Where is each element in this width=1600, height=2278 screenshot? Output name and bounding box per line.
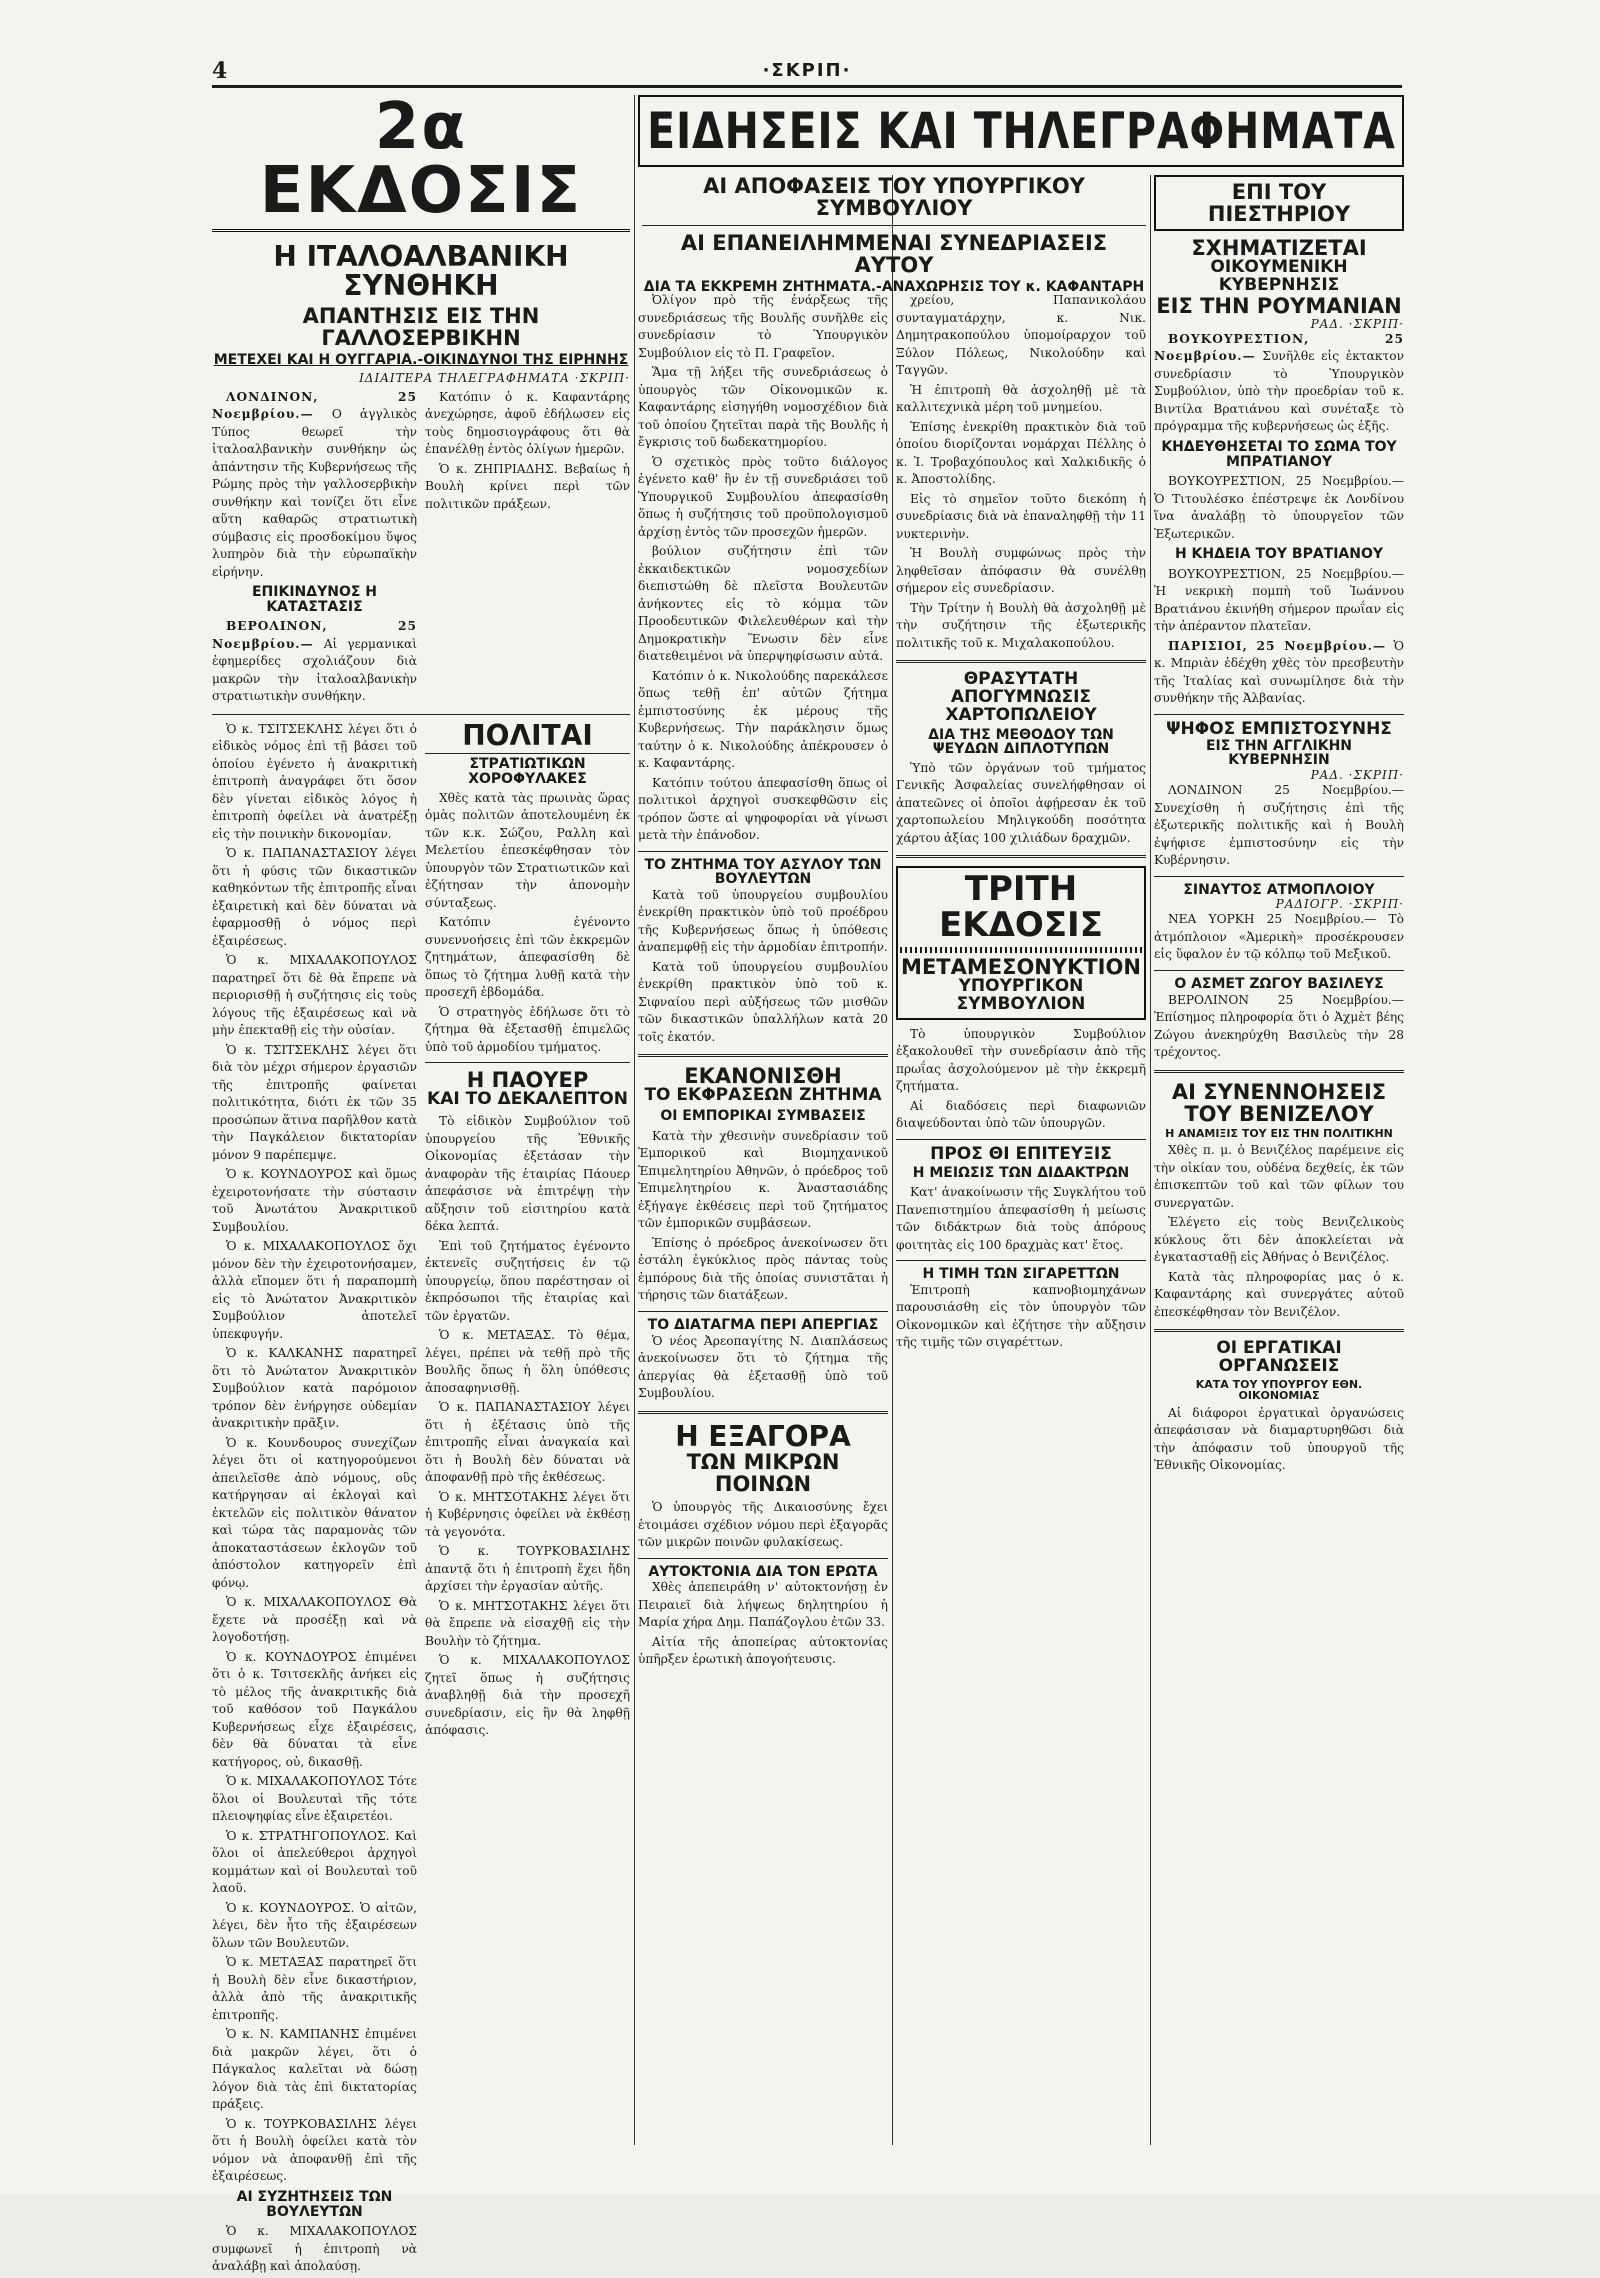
paragraph: Κατ' ἀνακοίνωσιν τῆς Συγκλήτου τοῦ Πανεπιστημίου ἀπεφασίσθη ἡ μείωσις τῶν διδάκτρων διὰ τοὺς ἀπόρους φοιτητὰς εἰς 100 δραχμὰς κατ' ἔτος. <box>896 1185 1146 1252</box>
third-edition-box <box>896 866 1146 1019</box>
section-heading: ΘΡΑΣΥΤΑΤΗ ΑΠΟΓΥΜΝΩΣΙΣ ΧΑΡΤΟΠΩΛΕΙΟΥ <box>945 669 1097 725</box>
source-line: ΡΑΔ. ·ΣΚΡΙΠ· <box>1310 316 1404 331</box>
paragraph: ΒΕΡΟΛΙΝΟΝ 25 Νοεμβρίου.— Ἐπίσημος πληροφορία ὅτι ὁ Ἀχμὲτ βέης Ζώγου ἀνεκηρύχθη Βασιλεὺς τὴν 28 τρέχοντος. <box>1154 992 1404 1060</box>
paragraph: Ὁ κ. ΜΙΧΑΛΑΚΟΠΟΥΛΟΣ παρατηρεῖ ὅτι δὲ θὰ ἔπρεπε νὰ περιορισθῇ ἡ συζήτησις εἰς τοὺς λόγους τῆς ἐξαιρέσεως καὶ νὰ μὴν ἐπεκταθῇ εἰς τὴν οὐσίαν. <box>212 953 417 1038</box>
paragraph: Ἐπίσης ἐνεκρίθη πρακτικὸν διὰ τοῦ ὁποίου διορίζονται νομάρχαι Πέλλης ὁ κ. Ἰ. Τροβαχόπουλος καὶ Χαλκιδικῆς ὁ κ. Ἀποστολίδης. <box>896 419 1146 486</box>
section-heading: ΑΙ ΣΥΖΗΤΗΣΕΙΣ ΤΩΝ ΒΟΥΛΕΥΤΩΝ <box>236 2188 393 2220</box>
divider <box>896 660 1146 663</box>
paragraph: Ἐπὶ τοῦ ζητήματος ἐγένοντο ἐκτενεῖς συζητήσεις ἐν τῷ ὑπουργείῳ, ὅπου παρέστησαν οἱ ἐκπρόσωποι τῆς ἑταιρίας καὶ τῶν ἐργατῶν. <box>425 1238 630 1323</box>
section-heading: Η ΤΙΜΗ ΤΩΝ ΣΙΓΑΡΕΤΤΩΝ <box>922 1266 1120 1283</box>
paragraph: Χθὲς π. μ. ὁ Βενιζέλος παρέμεινε εἰς τὴν οἰκίαν του, οὐδένα δεχθείς, ἐκ τῶν ἐπισκεπτῶν τοῦ καὶ τῶν φίλων του συνεργατῶν. <box>1154 1143 1404 1210</box>
section-heading: ΑΙ ΣΥΝΕΝΝΟΗΣΕΙΣ <box>1171 1079 1387 1104</box>
paragraph: Ὁ κ. ΖΗΠΡΙΑΔΗΣ. Βεβαίως ἡ Βουλὴ κρίνει περὶ τῶν πολιτικῶν πράξεων. <box>425 461 630 511</box>
paragraph: Ὁ στρατηγὸς ἐδήλωσε ὅτι τὸ ζήτημα θὰ ἐξετασθῇ ἐπιμελῶς ὑπὸ τοῦ ἁρμοδίου τμήματος. <box>425 1004 630 1054</box>
paragraph: Κατὰ τὰς πληροφορίας μας ὁ κ. Καφαντάρης καὶ συνεργάτες αὐτοῦ ἐπεσκέφθησαν τὸν Βενιζέλον. <box>1154 1269 1404 1319</box>
paragraph: Κατόπιν ὁ κ. Καφαντάρης ἀνεχώρησε, ἀφοῦ ἐδήλωσεν εἰς τοὺς δημοσιογράφους ὅτι θὰ ἐπανέλθῃ ἐντὸς ὀλίγων ἡμερῶν. <box>425 389 630 457</box>
masthead <box>212 58 1402 88</box>
headline: Η ΙΤΑΛΟΑΛΒΑΝΙΚΗ ΣΥΝΘΗΚΗ <box>273 240 569 303</box>
paragraph: Ὁ κ. Ν. ΚΑΜΠΑΝΗΣ ἐπιμένει διὰ μακρῶν λέγει, ὅτι ὁ Πάγκαλος καλεῖται νὰ δώσῃ λόγον διὰ τὰς ἐπὶ δικτατορίας πράξεις. <box>212 2027 417 2112</box>
paragraph: Κατὰ τοῦ ὑπουργείου συμβουλίου ἐνεκρίθη πρακτικὸν ὑπὸ τοῦ κ. Σιφναίου περὶ αὐξήσεως τῶν μισθῶν τῶν δικαστικῶν ὑπαλλήλων κατὰ 20 τοῖς ἑκατόν. <box>638 959 888 1044</box>
section-heading: ΤΟ ΔΙΑΤΑΓΜΑ ΠΕΡΙ ΑΠΕΡΓΙΑΣ <box>647 1316 879 1333</box>
subheadline: ΜΕΤΕΧΕΙ ΚΑΙ Η ΟΥΓΓΑΡΙΑ.-ΟΙΚΙΝΔΥΝΟΙ ΤΗΣ ΕΙΡΗΝΗΣ <box>213 351 629 368</box>
section-heading: ΕΠΙ ΤΟΥ ΠΙΕΣΤΗΡΙΟΥ <box>1207 180 1351 227</box>
divider <box>1154 970 1404 971</box>
source-line: ΡΑΔΙΟΓΡ. ·ΣΚΡΙΠ· <box>1275 897 1404 912</box>
paragraph: Ὁ νέος Ἀρεοπαγίτης Ν. Διαπλάσεως ἀνεκοίνωσεν ὅτι τὸ ζήτημα τῆς ἀπεργίας θὰ ἐξετασθῇ ὑπὸ τοῦ Συμβουλίου. <box>638 1333 888 1401</box>
banner-title: ΕΙΔΗΣΕΙΣ ΚΑΙ ΤΗΛΕΓΡΑΦΗΜΑΤΑ <box>646 102 1396 160</box>
column-2 <box>638 292 888 2145</box>
divider <box>1154 1070 1404 1073</box>
divider <box>896 1260 1146 1261</box>
paragraph: Ὁ κ. ΣΤΡΑΤΗΓΟΠΟΥΛΟΣ. Καὶ ὅλοι οἱ ἀπελεύθεροι ἀρχηγοὶ κομμάτων καὶ οἱ Βουλευταὶ τοῦ λαοῦ. <box>212 1828 417 1896</box>
paragraph: Ὁ κ. ΜΙΧΑΛΑΚΟΠΟΥΛΟΣ ζητεῖ ὅπως ἡ συζήτησις ἀναβληθῇ διὰ τὴν προσεχῆ συνεδρίασιν, εἰς ἣν θὰ ληφθῇ ἀπόφασις. <box>425 1653 630 1738</box>
divider <box>638 1054 888 1057</box>
section-heading: ΨΗΦΟΣ ΕΜΠΙΣΤΟΣΥΝΗΣ <box>1166 718 1392 739</box>
paragraph: Ὁ κ. ΜΕΤΑΞΑΣ. Τὸ θέμα, λέγει, πρέπει νὰ τεθῇ πρὸ τῆς Βουλῆς ὅπως ἡ ὅλη ὑπόθεσις ἀποσαφηνισθῇ. <box>425 1328 630 1395</box>
section-heading: ΠΟΛΙΤΑΙ <box>425 721 630 754</box>
column-rule <box>634 95 635 2145</box>
section-subheading: Η ΑΝΑΜΙΞΙΣ ΤΟΥ ΕΙΣ ΤΗΝ ΠΟΛΙΤΙΚΗΝ <box>1165 1126 1393 1140</box>
dateline: ΒΟΥΚΟΥΡΕΣΤΙΟΝ, 25 Νοεμβρίου.— <box>1154 331 1404 364</box>
divider <box>896 1139 1146 1140</box>
column-1 <box>212 90 630 2274</box>
headline: ΣΧΗΜΑΤΙΖΕΤΑΙ <box>1191 236 1367 261</box>
paragraph: Κατόπιν ἐγένοντο συνεννοήσεις ἐπὶ τῶν ἐκκρεμῶν ζητημάτων, ἀπεφασίσθη δὲ ὅπως τὸ ζήτημα λυθῇ κατὰ τὴν προσεχῆ ἑβδομάδα. <box>425 915 630 1000</box>
section-subheading: ΤΩΝ ΜΙΚΡΩΝ ΠΟΙΝΩΝ <box>686 1450 840 1497</box>
source-line: ΡΑΔ. ·ΣΚΡΙΠ· <box>1310 768 1404 783</box>
article-body <box>1154 473 1404 543</box>
divider <box>1154 1329 1404 1332</box>
section-heading: ΤΟ ΖΗΤΗΜΑ ΤΟΥ ΑΣΥΛΟΥ ΤΩΝ ΒΟΥΛΕΥΤΩΝ <box>644 856 882 888</box>
news-banner <box>638 95 1404 167</box>
divider <box>638 851 888 852</box>
section-heading: ΕΠΙΚΙΝΔΥΝΟΣ Η ΚΑΤΑΣΤΑΣΙΣ <box>251 584 377 615</box>
paragraph: Κατὰ τοῦ ὑπουργείου συμβουλίου ἐνεκρίθη πρακτικὸν ὑπὸ τοῦ προέδρου τῆς Κυβερνήσεως ὅπως ἡ ὑπόθεσις ἀναπεμφθῇ εἰς τὴν ἁρμοδίαν ἐπιτροπήν. <box>638 887 888 955</box>
paragraph: Ὁ κ. ΤΣΙΤΣΕΚΛΗΣ λέγει ὅτι διὰ τὸν μέχρι σήμερον ἐργασιῶν τῆς ἐπιτροπῆς φαίνεται πολιτικότητα, διότι ἐκ τῶν 35 προσώπων ἅτινα παρῆλθον κατὰ τὴν Παγκάλειον δικτατορίαν μόνον 9 παρέπεμψε. <box>212 1042 417 1162</box>
paragraph: Ὁ κ. ΚΟΥΝΔΟΥΡΟΣ ἐπιμένει ὅτι ὁ κ. Τσιτσεκλῆς ἀνήκει εἰς τὸ μέλος τῆς ἀνακριτικῆς διὰ τοῦ καθόσον τοῦ Παγκάλου Κυβερνήσεως εἶχε ἐξαιρέσεις, δὲν θὰ δύναται τὰ εἶνε κατήγορος, οὐ, δικασθῇ. <box>212 1649 417 1769</box>
divider <box>638 1411 888 1414</box>
subheadline: ΕΙΣ ΤΗΝ ΡΟΥΜΑΝΙΑΝ <box>1156 293 1402 318</box>
section-subheading: ΤΟΥ ΒΕΝΙΖΕΛΟΥ <box>1184 1101 1374 1126</box>
article-body <box>896 1026 1146 1133</box>
section-heading: ΤΡΙΤΗ ΕΚΔΟΣΙΣ <box>939 869 1103 946</box>
paragraph: Ἐλέγετο εἰς τοὺς Βενιζελικοὺς κύκλους ὅτι δὲν ἀποκλείεται νὰ ἐγκατασταθῇ εἰς Ἀθήνας ὁ Βενιζέλος. <box>1154 1215 1404 1265</box>
article-body <box>638 1128 888 1305</box>
article-body <box>1154 992 1404 1062</box>
section-subheading: ΣΤΡΑΤΙΩΤΙΚΩΝ ΧΟΡΟΦΥΛΑΚΕΣ <box>468 756 587 788</box>
paragraph: Ὑπὸ τῶν ὀργάνων τοῦ τμήματος Γενικῆς Ἀσφαλείας συνελήφθησαν οἱ ἀπατεῶνες οἱ ὁποῖοι ἀφῄρεσαν ἐκ τοῦ χαρτοπωλείου Μηλιγκούδη ποσότητα χάρτου ἀξίας 100 χιλιάδων δραχμῶν. <box>896 760 1146 845</box>
paragraph: χρείου, Παπανικολάου συνταγματάρχην, κ. Νικ. Δημητρακοπούλου ὑπομοίραρχον τοῦ Ξύλον Πόλεως, Νικολούδην καὶ Ταγγῶν. <box>896 293 1146 377</box>
paragraph: Ὁ κ. Κουνδουρος συνεχίζων λέγει ὅτι οἱ κατηγορούμενοι ἀπειλεῖσθε ἀπὸ νόμους, οὓς κατήργησαν αἱ ἐκλογαὶ καὶ ἐκτελῶν εἰς πολιτικὸν θάνατον καὶ τώρα τὰς παραμονὰς τῶν ἀποκαταστάσεων ἐκλογῶν τοῦ ἀπόστολον κατηγορεῖν ἐπὶ φόνῳ. <box>212 1435 417 1590</box>
paragraph: Τὸ ὑπουργικὸν Συμβούλιον ἐξακολουθεῖ τὴν συνεδρίασιν ἀπὸ τῆς πρωΐας ἀσχολούμενον μὲ τὴν ἐκκρεμῆ ζητήματα. <box>896 1026 1146 1094</box>
article-body <box>896 292 1146 652</box>
paragraph: Ἅμα τῇ λήξει τῆς συνεδριάσεως ὁ ὑπουργὸς τῶν Οἰκονομικῶν κ. Καφαντάρης εἰσηγήθη νομοσχέδιον διὰ τοῦ ὁποίου ζητεῖται παρὰ τῆς Βουλῆς ἡ ἔγκρισις τοῦ δωδεκατημορίου. <box>638 365 888 449</box>
paragraph: Ὁ κ. ΚΟΥΝΔΟΥΡΟΣ καὶ ὅμως ἐχειροτονήσατε τὴν σύστασιν τοῦ Ἀνωτάτου Ἀνακριτικοῦ Συμβουλίου. <box>212 1167 417 1234</box>
column-rule <box>1150 175 1151 2145</box>
section-subheading: ΕΙΣ ΤΗΝ ΑΓΓΛΙΚΗΝ ΚΥΒΕΡΝΗΣΙΝ <box>1205 737 1353 769</box>
article-body <box>1154 331 1404 436</box>
article-body <box>1154 1405 1404 1475</box>
divider <box>896 855 1146 858</box>
section-heading: ΕΚΑΝΟΝΙΣΘΗ <box>684 1064 842 1089</box>
paragraph: Ὁ κ. ΜΙΧΑΛΑΚΟΠΟΥΛΟΣ συμφωνεῖ ἡ ἐπιτροπὴ νὰ ἀναλάβῃ καὶ ἀπολαύσῃ. <box>212 2224 417 2274</box>
paragraph: Αἱ διαδόσεις περὶ διαφωνιῶν διαψεύδονται ὑπὸ τῶν ὑπουργῶν. <box>896 1098 1146 1131</box>
subheadline: ΔΙΑ ΤΑ ΕΚΚΡΕΜΗ ΖΗΤΗΜΑΤΑ.-ΑΝΑΧΩΡΗΣΙΣ ΤΟΥ κ. ΚΑΦΑΝΤΑΡΗ <box>643 279 1145 296</box>
paragraph: Κατόπιν τούτου ἀπεφασίσθη ὅπως οἱ πολιτικοὶ ἀρχηγοὶ συσκεφθῶσιν εἰς τρόπον ὥστε αἱ ψηφοφορίαι νὰ γίνωσι μετὰ τὴν ἐπάνοδον. <box>638 775 888 842</box>
paragraph: Ο ἀγγλικὸς Τύπος θεωρεῖ τὴν ἰταλοαλβανικὴν συνθήκην ὡς ἀπάντησιν τῆς Κυβερνήσεως τῆς Ρώμης πρὸς τὴν γαλλοσερβικὴν συνθήκην καὶ τονίζει ὅτι εἶνε αὕτη καθαρῶς στρατιωτικὴ σύμβασις εἰς προσδοκίμου ὕψος λυπηρὸν διὰ τὴν εὐρωπαϊκὴν εἰρήνην. <box>212 407 418 579</box>
paragraph: Αἱ διάφοροι ἐργατικαὶ ὀργανώσεις ἀπεφάσισαν νὰ διαμαρτυρηθῶσι διὰ τὴν ἀπόφασιν τοῦ ὑπουργοῦ τῆς Ἐθνικῆς Οἰκονομίας. <box>1154 1405 1404 1473</box>
section-subheading: Η ΜΕΙΩΣΙΣ ΤΩΝ ΔΙΔΑΚΤΡΩΝ <box>912 1165 1130 1182</box>
divider <box>638 1558 888 1559</box>
section-subheading: ΤΟ ΕΚΦΡΑΣΕΩΝ ΖΗΤΗΜΑ <box>644 1085 882 1106</box>
article-body <box>638 1333 888 1403</box>
divider <box>212 714 630 715</box>
paragraph: Ὁ κ. Μπριὰν ἐδέχθη χθὲς τὸν πρεσβευτὴν τῆς Ἰταλίας καὶ συνωμίλησε διὰ τὴν συνθήκην τῆς Ἀλβανίας. <box>1154 638 1404 706</box>
paragraph: Τὸ εἰδικὸν Συμβούλιον τοῦ ὑπουργείου τῆς Ἐθνικῆς Οἰκονομίας ἐξετάσαν τὴν ἀναφορὰν τῆς ἑταιρίας Πάουερ ἀπεφάσισε νὰ ἐπιτρέψῃ τὴν αὔξησιν τοῦ εἰσιτηρίου κατὰ δέκα λεπτά. <box>425 1114 630 1234</box>
section-subheading: ΚΑΤΑ ΤΟΥ ΥΠΟΥΡΓΟΥ ΕΘΝ. ΟΙΚΟΝΟΜΙΑΣ <box>1195 1377 1363 1403</box>
paragraph: Ὁ σχετικὸς πρὸς τοῦτο διάλογος ἐγένετο καθ' ἣν ἐν τῇ συνεδριάσει τοῦ Ὑπουργικοῦ Συμβουλίου ἀπεφασίσθη ὅπως ἡ συζήτησις τοῦ προϋπολογισμοῦ ἀρχίσῃ ἐντὸς τῶν προσεχῶν ἡμερῶν. <box>638 454 888 539</box>
dateline: ΛΟΝΔΙΝΟΝ, 25 Νοεμβρίου.— <box>212 389 417 422</box>
paragraph: Χθὲς κατὰ τὰς πρωινὰς ὥρας ὁμὰς πολιτῶν ἀποτελουμένη ἐκ τῶν κ.κ. Σώζου, Ραλλη καὶ Μελετίου ἐπεσκέφθησαν τὸν ὑπουργὸν τῶν Στρατιωτικῶν καὶ ἐζήτησαν τὴν ἀπονομὴν σύνταξεως. <box>425 790 630 910</box>
source-line: ΙΔΙΑΙΤΕΡΑ ΤΗΛΕΓΡΑΦΗΜΑΤΑ ·ΣΚΡΙΠ· <box>359 370 630 385</box>
section-heading: ΑΥΤΟΚΤΟΝΙΑ ΔΙΑ ΤΟΝ ΕΡΩΤΑ <box>648 1563 878 1580</box>
article-body <box>1154 566 1404 708</box>
article-body <box>638 887 888 1047</box>
subheadline: ΟΙΚΟΥΜΕΝΙΚΗ ΚΥΒΕΡΝΗΣΙΣ <box>1210 257 1348 295</box>
paragraph: Χθὲς ἀπεπειράθη ν' αὐτοκτονήσῃ ἐν Πειραιεῖ διὰ λήψεως δηλητηρίου ἡ Μαρία χήρα Δημ. Παπάζογλου ἐτῶν 33. <box>638 1580 888 1630</box>
subheadline: ΑΠΑΝΤΗΣΙΣ ΕΙΣ ΤΗΝ ΓΑΛΛΟΣΕΡΒΙΚΗΝ <box>302 303 540 350</box>
section-subheading: ΜΕΤΑΜΕΣΟΝΥΚΤΙΟΝ <box>901 954 1141 979</box>
paragraph: Ὁ κ. ΠΑΠΑΝΑΣΤΑΣΙΟΥ λέγει ὅτι ἡ ἐξέτασις ὑπὸ τῆς ἐπιτροπῆς εἶναι ἀναγκαία καὶ ὅτι ἡ Βουλὴ δὲν δύναται νὰ ἀποφανθῇ πρὸ τῆς ἐκθέσεως. <box>425 1400 630 1485</box>
paragraph: Ὁ κ. ΜΗΤΣΟΤΑΚΗΣ λέγει ὅτι ἡ Κυβέρνησις ὀφείλει νὰ ἐκθέσῃ τὰ γεγονότα. <box>425 1489 630 1539</box>
section-heading: Η ΕΞΑΓΟΡΑ <box>675 1419 851 1453</box>
section-heading: ΟΙ ΕΡΓΑΤΙΚΑΙ ΟΡΓΑΝΩΣΕΙΣ <box>1216 1338 1342 1377</box>
ornament-stripe <box>900 947 1142 953</box>
paragraph: Κατόπιν ὁ κ. Νικολούδης παρεκάλεσε ὅπως τεθῇ ἐπ' αὐτῶν ζήτημα ἐμπιστοσύνης ἐκ μέρους τῆς Κυβερνήσεως. Τὴν παράκλησιν ὅμως ταύτην ὁ κ. Νικολούδης ἀπέκρουσεν ὁ κ. Καφαντάρης. <box>638 668 888 770</box>
headline: ΑΙ ΑΠΟΦΑΣΕΙΣ ΤΟΥ ΥΠΟΥΡΓΙΚΟΥ ΣΥΜΒΟΥΛΙΟΥ <box>703 174 1085 221</box>
article-body <box>638 1499 888 1552</box>
section-subheading: ΚΑΙ ΤΟ ΔΕΚΑΛΕΠΤΟΝ <box>427 1089 628 1110</box>
article-body <box>896 1282 1146 1352</box>
paragraph: Ὁ κ. ΜΙΧΑΛΑΚΟΠΟΥΛΟΣ Θὰ ἔχετε νὰ προσέξῃ καὶ νὰ λογοδοτήσῃ. <box>212 1595 417 1645</box>
article-body <box>896 1184 1146 1254</box>
section-subheading: ΥΠΟΥΡΓΙΚΟΝ ΣΥΜΒΟΥΛΙΟΝ <box>956 975 1086 1014</box>
paragraph: Ὁ κ. ΤΣΙΤΣΕΚΛΗΣ λέγει ὅτι ὁ εἰδικὸς νόμος ἐπὶ τῇ βάσει τοῦ ὁποίου ἐγένετο ἡ ἀνακριτικὴ ἐπιτροπὴ ἀναγράφει ὅτι ὅσον δὲν γίνεται εἰδικὸς λόγος ἡ ἐπιτροπὴ ὀφείλει νὰ ἀνατρέξῃ εἰς τὴν ποινικὴν δικονομίαν. <box>212 721 417 841</box>
press-box <box>1154 175 1404 231</box>
cabinet-headline-block <box>642 174 1146 296</box>
divider <box>425 1062 630 1063</box>
paragraph: Ὁ κ. ΠΑΠΑΝΑΣΤΑΣΙΟΥ λέγει ὅτι ἡ φύσις τῶν δικαστικῶν καθηκόντων τῆς ἐπιτροπῆς εἶναι ἐξαιρετικὴ καὶ δὲν δύναται νὰ ἐφαρμοσθῇ ὁ νόμος περὶ ἐξαιρέσεως. <box>212 846 417 948</box>
paragraph: Ὀλίγον πρὸ τῆς ἐνάρξεως τῆς συνεδριάσεως τῆς Βουλῆς συνῆλθε εἰς συνεδρίασιν τὸ Ὑπουργικὸν Συμβούλιον εἰς τὸ Π. Γραφεῖον. <box>638 293 888 360</box>
politics-column <box>425 718 630 2278</box>
paragraph: Ὁ κ. ΜΙΧΑΛΑΚΟΠΟΥΛΟΣ Τότε ὅλοι οἱ Βουλευταὶ τῆς τότε πλειοψηφίας εἶνε ἐξαιρετέοι. <box>212 1774 417 1824</box>
paragraph: Ἡ ἐπιτροπὴ θὰ ἀσχοληθῇ μὲ τὰ καλλιτεχνικὰ μέρη τοῦ μνημείου. <box>896 382 1146 414</box>
article-body <box>896 760 1146 848</box>
section-heading: ΠΡΟΣ ΘΙ ΕΠΙΤΕΥΞΙΣ <box>930 1143 1112 1164</box>
paragraph: Ὁ κ. ΚΟΥΝΔΟΥΡΟΣ. Ὁ αἰτῶν, λέγει, δὲν ἦτο τῆς ἐξαιρέσεων ὅλων τῶν Βουλευτῶν. <box>212 1900 417 1950</box>
paragraph: Εἰς τὸ σημεῖον τοῦτο διεκόπη ἡ συνεδρίασις διὰ νὰ ἐπαναληφθῇ τὴν 11 νυκτερινὴν. <box>896 491 1146 541</box>
divider <box>1154 714 1404 715</box>
divider <box>642 225 1146 226</box>
paragraph: Ὁ ὑπουργὸς τῆς Δικαιοσύνης ἔχει ἑτοιμάσει σχέδιον νόμου περὶ ἐξαγορᾶς τῶν μικρῶν ποινῶν φυλακίσεως. <box>638 1500 888 1550</box>
paragraph: Αἱ γερμανικαὶ ἐφημερίδες σχολιάζουν διὰ μακρῶν τὴν ἰταλοαλβανικὴν στρατιωτικὴν συνθήκην. <box>212 636 417 704</box>
article-body <box>1154 1142 1404 1321</box>
section-heading: Η ΚΗΔΕΙΑ ΤΟΥ ΒΡΑΤΙΑΝΟΥ <box>1174 546 1384 563</box>
paragraph: Αἰτία τῆς ἀποπείρας αὐτοκτονίας ὑπῆρξεν ἐρωτικὴ ἀπογοήτευσις. <box>638 1634 888 1667</box>
article-body <box>1154 911 1404 964</box>
paragraph: βούλιον συζήτησιν ἐπὶ τῶν ἐκκαιδεκτικῶν νομοσχεδίων διεπιστώθη δὲ πλεῖστα Βουλευτῶν ἀνήκοντες εἰς τὸ κόμμα τῶν Προοδευτικῶν Φιλελευθέρων καὶ τὴν Δημοκρατικὴν Ἕνωσιν δὲν εἶνε διατεθειμένοι νὰ ὑπερψηφίσωσιν αὐτά. <box>638 544 888 663</box>
article-body <box>638 1579 888 1669</box>
article-body <box>638 292 888 845</box>
article-body <box>1154 782 1404 870</box>
paragraph: ΝΕΑ ΥΟΡΚΗ 25 Νοεμβρίου.— Τὸ ἀτμόπλοιον «Ἀμερικὴ» προσέκρουσεν εἰς ὕφαλον ἐν τῷ κόλπῳ τοῦ Μεξικοῦ. <box>1154 912 1404 962</box>
section-subheading: ΟΙ ΕΜΠΟΡΙΚΑΙ ΣΥΜΒΑΣΕΙΣ <box>660 1108 866 1125</box>
paragraph: ΛΟΝΔΙΝΟΝ 25 Νοεμβρίου.— Συνεχίσθη ἡ συζήτησις ἐπὶ τῆς ἐξωτερικῆς πολιτικῆς καὶ ἡ Βουλὴ ἐψήφισε ἐμπιστοσύνην εἰς τὴν Κυβέρνησιν. <box>1154 783 1404 868</box>
page-number: 4 <box>212 58 228 84</box>
article-body <box>212 389 417 708</box>
paragraph: Τὴν Τρίτην ἡ Βουλὴ θὰ ἀσχοληθῇ μὲ τὴν συζήτησιν τῆς ἐξωτερικῆς πολιτικῆς τοῦ κ. Μιχαλακοπούλου. <box>896 600 1146 650</box>
section-heading: ΣΙΝΑΥΤΟΣ ΑΤΜΟΠΛΟΙΟΥ <box>1183 881 1375 898</box>
dateline: ΒΕΡΟΛΙΝΟΝ, 25 Νοεμβρίου.— <box>212 619 417 651</box>
paragraph: ΒΟΥΚΟΥΡΕΣΤΙΟΝ, 25 Νοεμβρίου.— Ἡ νεκρικὴ πομπὴ τοῦ Ἰωάννου Βρατιάνου ἐκινήθη σήμερον πρωΐαν εἰς τὴν ἀπέραντον πλατεῖαν. <box>1154 566 1404 634</box>
paragraph: Συνῆλθε εἰς ἐκτακτον συνεδρίασιν τὸ Ὑπουργικὸν Συμβούλιον, ὑπὸ τὴν προεδρίαν τοῦ κ. Βιντίλα Βρατιάνου καὶ συνέταξε τὸ πρόγραμμα τῆς κυβερνήσεως ὡς ἐξῆς. <box>1154 349 1404 434</box>
column-4 <box>1154 175 1404 2145</box>
paragraph: Ἐπιτροπὴ καπνοβιομηχάνων παρουσιάσθη εἰς τὸν ὑπουργὸν τῶν Οἰκονομικῶν καὶ ἐζήτησε τὴν αὔξησιν τῆς τιμῆς τῶν σιγαρέττων. <box>896 1282 1146 1350</box>
paragraph: Ὁ κ. ΜΙΧΑΛΑΚΟΠΟΥΛΟΣ ὄχι μόνον δὲν τὴν ἐχειροτονήσαμεν, ἀλλὰ εἴπομεν ὅτι ἡ παραπομπὴ εἰς τὸ Ἀνώτατον Ἀνακριτικὸν Συμβούλιον ἀποτελεῖ ὑπεκφυγήν. <box>212 1239 417 1341</box>
section-heading: Ο ΑΣΜΕΤ ΖΩΓΟΥ ΒΑΣΙΛΕΥΣ <box>1174 975 1384 992</box>
divider <box>1154 876 1404 877</box>
column-3 <box>896 292 1146 2145</box>
dateline: ΠΑΡΙΣΙΟΙ, 25 Νοεμβρίου.— <box>1168 638 1387 653</box>
paragraph: Ἐπίσης ὁ πρόεδρος ἀνεκοίνωσεν ὅτι ἐστάλη ἐγκύκλιος πρὸς πάντας τοὺς ἐμπόρους διὰ τῆς ὁποίας συνιστᾶται ἡ τήρησις τῶν διατάξεων. <box>638 1235 888 1303</box>
section-heading: ΚΗΔΕΥΘΗΣΕΤΑΙ ΤΟ ΣΩΜΑ ΤΟΥ ΜΠΡΑΤΙΑΝΟΥ <box>1161 438 1397 470</box>
divider <box>638 1311 888 1312</box>
paragraph: Ὁ κ. ΤΟΥΡΚΟΒΑΣΙΛΗΣ λέγει ὅτι ἡ Βουλὴ ὀφείλει κατὰ τὸν νόμον νὰ ἀποφανθῇ ἐπὶ τῆς ἐξαιρέσεως. <box>212 2116 417 2184</box>
paragraph: Ὁ κ. ΜΕΤΑΞΑΣ παρατηρεῖ ὅτι ἡ Βουλὴ δὲν εἶνε δικαστήριον, ἀλλὰ ἀπὸ τῆς ἀνακριτικῆς ἐπιτροπῆς. <box>212 1955 417 2022</box>
section-heading: Η ΠΑΟΥΕΡ <box>466 1068 589 1093</box>
paragraph: ΒΟΥΚΟΥΡΕΣΤΙΟΝ, 25 Νοεμβρίου.— Ὁ Τιτουλέσκο ἐπέστρεψε ἐκ Λονδίνου ἵνα ἀναλάβῃ τὸ ὑπουργεῖον τῶν Ἐξωτερικῶν. <box>1154 474 1404 541</box>
article-body <box>425 389 630 708</box>
subheadline: ΑΙ ΕΠΑΝΕΙΛΗΜΜΕΝΑΙ ΣΥΝΕΔΡΙΑΣΕΙΣ ΑΥΤΟΥ <box>680 231 1108 278</box>
paragraph: Ὁ κ. ΜΗΤΣΟΤΑΚΗΣ λέγει ὅτι θὰ ἔπρεπε νὰ εἰσαχθῇ εἰς τὴν Βουλὴν τὸ ζήτημα. <box>425 1598 630 1648</box>
column-rule <box>892 175 893 2145</box>
paper-name: ·ΣΚΡΙΠ· <box>762 60 852 81</box>
edition-title: 2α ΕΚΔΟΣΙΣ <box>212 95 630 232</box>
paragraph: Ἡ Βουλὴ συμφώνως πρὸς τὴν ληφθεῖσαν ἀπόφασιν θὰ συνέλθῃ σήμερον εἰς συνεδρίασιν. <box>896 546 1146 595</box>
section-subheading: ΔΙΑ ΤΗΣ ΜΕΘΟΔΟΥ ΤΩΝ ΨΕΥΔΩΝ ΔΙΠΛΟΤΥΠΩΝ <box>928 726 1114 758</box>
paragraph: Κατὰ τὴν χθεσινὴν συνεδρίασιν τοῦ Ἐμπορικοῦ καὶ Βιομηχανικοῦ Ἐπιμελητηρίου Ἀθηνῶν, ὁ πρόεδρος τοῦ Ἐπιμελητηρίου κ. Ἀναστασιάδης ἐξήγαγε ἐκθέσεις περὶ τοῦ ζητήματος τῶν ἐμπορικῶν συμβάσεων. <box>638 1128 888 1231</box>
parliament-report <box>212 721 417 2278</box>
paragraph: Ὁ κ. ΤΟΥΡΚΟΒΑΣΙΛΗΣ ἀπαντᾷ ὅτι ἡ ἐπιτροπὴ ἔχει ἤδη ἀρχίσει τὴν ἐργασίαν αὐτῆς. <box>425 1544 630 1594</box>
paragraph: Ὁ κ. ΚΑΛΚΑΝΗΣ παρατηρεῖ ὅτι τὸ Ἀνώτατον Ἀνακριτικὸν Συμβούλιον κατὰ παρόμοιον τρόπον δὲν ἐνήργησε οὐδεμίαν ἀνακριτικὴν πρᾶξιν. <box>212 1346 417 1431</box>
